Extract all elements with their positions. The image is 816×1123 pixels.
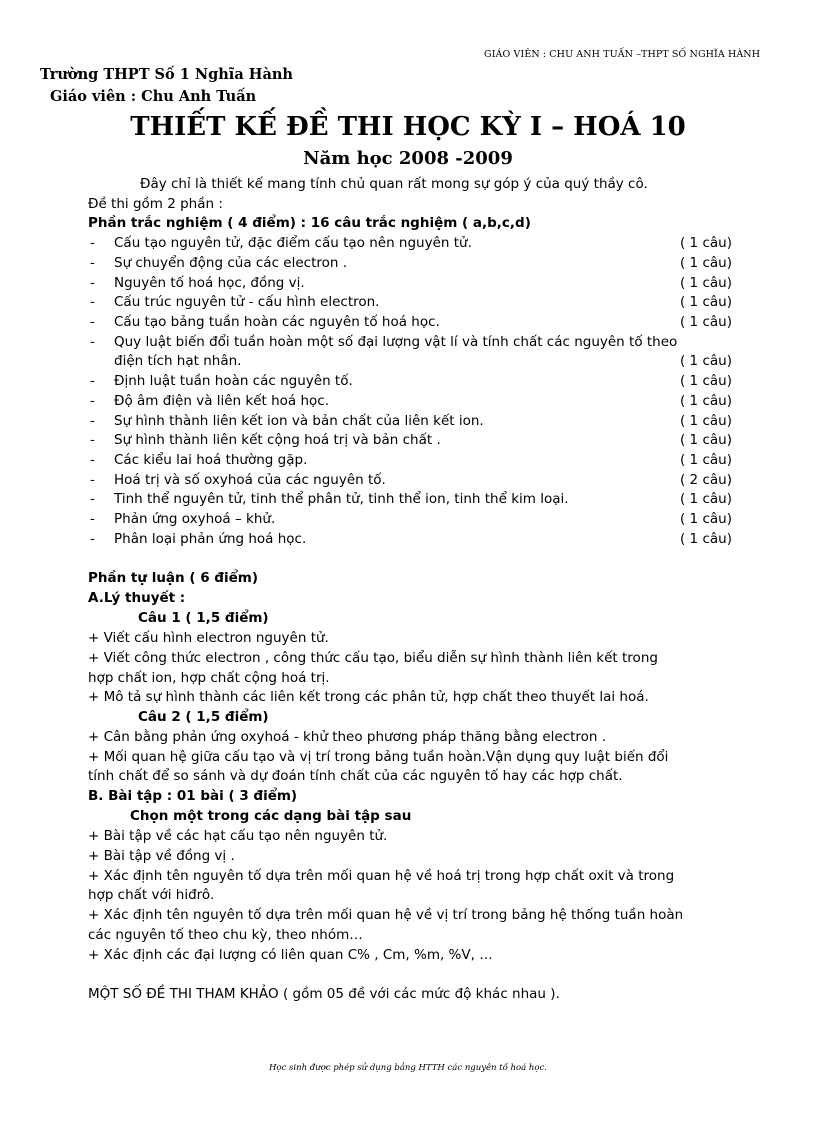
list-item-text: Cấu tạo nguyên tử, đặc điểm cấu tạo nên nguyên tử. <box>114 235 472 251</box>
question-2-heading: Câu 2 ( 1,5 điểm) <box>138 709 269 725</box>
theory-heading: A.Lý thuyết : <box>88 590 186 606</box>
question-count: ( 1 câu) <box>680 314 732 330</box>
question-count: ( 1 câu) <box>680 531 732 547</box>
list-dash: - <box>90 334 95 350</box>
reference-exams: MỘT SỐ ĐỀ THI THAM KHẢO ( gồm 05 đề với các mức độ khác nhau ). <box>88 986 560 1002</box>
q1-line: + Mô tả sự hình thành các liên kết trong các phân tử, hợp chất theo thuyết lai hoá. <box>88 689 649 705</box>
page-footer: Học sinh được phép sử dụng bảng HTTH các nguyên tố hoá học. <box>269 1063 547 1073</box>
list-dash: - <box>90 531 95 547</box>
list-item-text: Phân loại phản ứng hoá học. <box>114 531 307 547</box>
school-year: Năm học 2008 -2009 <box>303 148 513 169</box>
q2-line: tính chất để so sánh và dự đoán tính chất của các nguyên tố hay các hợp chất. <box>88 768 623 784</box>
exercise-line: + Bài tập về đồng vị . <box>88 848 235 864</box>
list-item-text: Sự chuyển động của các electron . <box>114 255 348 271</box>
structure-text: Đề thi gồm 2 phần : <box>88 196 223 212</box>
question-count: ( 1 câu) <box>680 511 732 527</box>
list-dash: - <box>90 235 95 251</box>
school-name: Trường THPT Số 1 Nghĩa Hành <box>40 66 293 83</box>
list-item-text: Cấu tạo bảng tuần hoàn các nguyên tố hoá học. <box>114 314 440 330</box>
list-dash: - <box>90 432 95 448</box>
list-item-text: Tinh thể nguyên tử, tinh thể phân tử, tinh thể ion, tinh thể kim loại. <box>114 491 569 507</box>
exercise-line: + Xác định các đại lượng có liên quan C% , Cm, %m, %V, … <box>88 947 493 963</box>
question-count: ( 1 câu) <box>680 413 732 429</box>
list-dash: - <box>90 294 95 310</box>
list-item-text: Phản ứng oxyhoá – khử. <box>114 511 276 527</box>
exercise-line: + Bài tập về các hạt cấu tạo nên nguyên tử. <box>88 828 388 844</box>
document-title: THIẾT KẾ ĐỀ THI HỌC KỲ I – HOÁ 10 <box>130 112 686 142</box>
intro-text: Đây chỉ là thiết kế mang tính chủ quan rất mong sự góp ý của quý thầy cô. <box>140 176 648 192</box>
list-dash: - <box>90 314 95 330</box>
list-item-text: Định luật tuần hoàn các nguyên tố. <box>114 373 353 389</box>
exercise-line: hợp chất với hiđrô. <box>88 887 215 903</box>
list-dash: - <box>90 393 95 409</box>
header-teacher-note: GIÁO VIÊN : CHU ANH TUẤN –THPT SỐ NGHĨA HÀNH <box>484 49 761 60</box>
list-dash: - <box>90 452 95 468</box>
list-item-text-continued: điện tích hạt nhân. <box>114 353 242 369</box>
essay-heading: Phần tự luận ( 6 điểm) <box>88 570 258 586</box>
question-1-heading: Câu 1 ( 1,5 điểm) <box>138 610 269 626</box>
list-dash: - <box>90 255 95 271</box>
list-item-text: Hoá trị và số oxyhoá của các nguyên tố. <box>114 472 386 488</box>
question-count: ( 1 câu) <box>680 275 732 291</box>
exercise-line: các nguyên tố theo chu kỳ, theo nhóm… <box>88 927 363 943</box>
list-item-text: Quy luật biến đổi tuần hoàn một số đại lượng vật lí và tính chất các nguyên tố theo <box>114 334 678 350</box>
q1-line: + Viết công thức electron , công thức cấu tạo, biểu diễn sự hình thành liên kết trong <box>88 650 658 666</box>
exercise-heading: B. Bài tập : 01 bài ( 3 điểm) <box>88 788 298 804</box>
list-dash: - <box>90 275 95 291</box>
exercise-line: + Xác định tên nguyên tố dựa trên mối quan hệ về vị trí trong bảng hệ thống tuần hoàn <box>88 907 684 923</box>
question-count: ( 1 câu) <box>680 235 732 251</box>
exercise-line: + Xác định tên nguyên tố dựa trên mối quan hệ về hoá trị trong hợp chất oxit và trong <box>88 868 675 884</box>
list-dash: - <box>90 373 95 389</box>
list-dash: - <box>90 511 95 527</box>
list-item-text: Các kiểu lai hoá thường gặp. <box>114 452 308 468</box>
list-item-text: Cấu trúc nguyên tử - cấu hình electron. <box>114 294 380 310</box>
list-dash: - <box>90 413 95 429</box>
question-count: ( 1 câu) <box>680 255 732 271</box>
list-item-text: Độ âm điện và liên kết hoá học. <box>114 393 330 409</box>
question-count: ( 1 câu) <box>680 393 732 409</box>
q2-line: + Cân bằng phản ứng oxyhoá - khử theo phương pháp thăng bằng electron . <box>88 729 607 745</box>
mc-heading: Phần trắc nghiệm ( 4 điểm) : 16 câu trắc nghiệm ( a,b,c,d) <box>88 215 531 231</box>
teacher-name: Giáo viên : Chu Anh Tuấn <box>50 88 257 105</box>
question-count: ( 2 câu) <box>680 472 732 488</box>
exercise-subheading: Chọn một trong các dạng bài tập sau <box>130 808 412 824</box>
list-item-text: Sự hình thành liên kết ion và bản chất của liên kết ion. <box>114 413 484 429</box>
q2-line: + Mối quan hệ giữa cấu tạo và vị trí trong bảng tuần hoàn.Vận dụng quy luật biến đổi <box>88 749 669 765</box>
question-count: ( 1 câu) <box>680 353 732 369</box>
question-count: ( 1 câu) <box>680 432 732 448</box>
question-count: ( 1 câu) <box>680 452 732 468</box>
list-item-text: Sự hình thành liên kết cộng hoá trị và bản chất . <box>114 432 441 448</box>
question-count: ( 1 câu) <box>680 373 732 389</box>
list-dash: - <box>90 491 95 507</box>
q1-line: + Viết cấu hình electron nguyên tử. <box>88 630 329 646</box>
list-item-text: Nguyên tố hoá học, đồng vị. <box>114 275 305 291</box>
question-count: ( 1 câu) <box>680 491 732 507</box>
q1-line: hợp chất ion, hợp chất cộng hoá trị. <box>88 670 330 686</box>
list-dash: - <box>90 472 95 488</box>
question-count: ( 1 câu) <box>680 294 732 310</box>
